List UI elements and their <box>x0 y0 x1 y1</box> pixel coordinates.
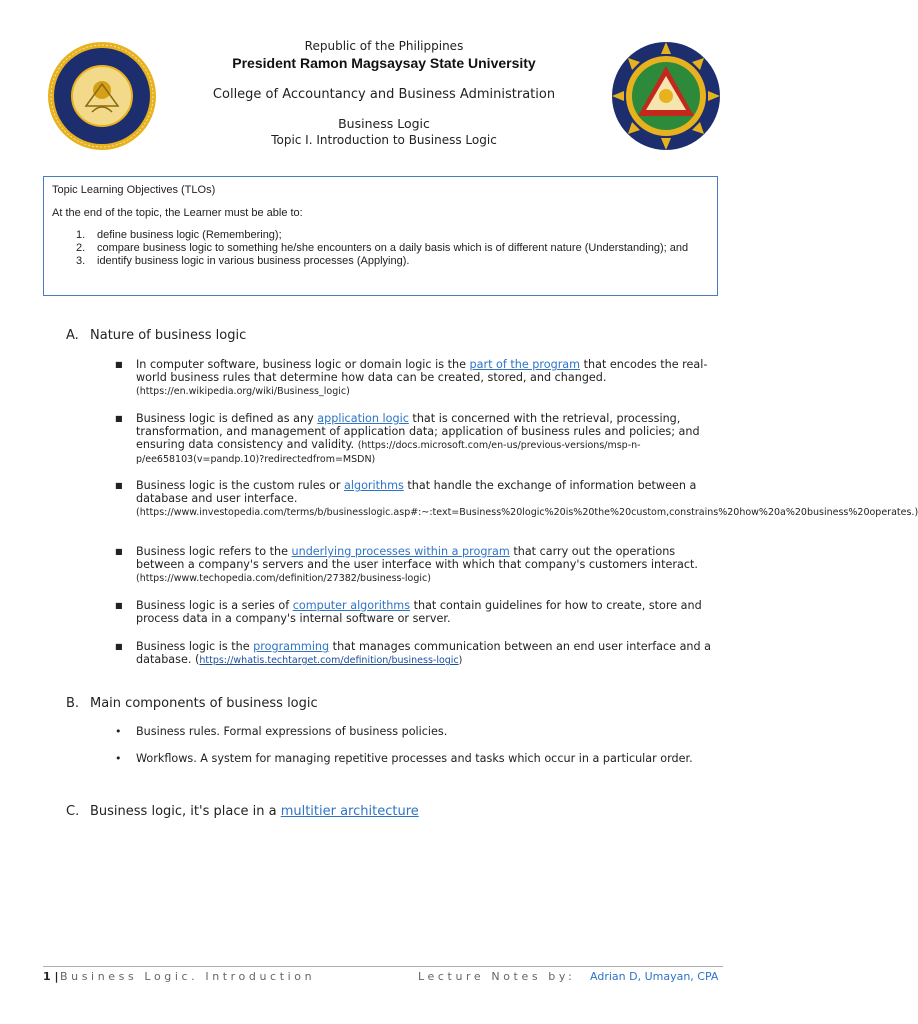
list-item: In computer software, business logic or domain logic is the part of the program that encodes the real-world business rules that determine how data can be created, stored, and changed. (https://en.wikipedia.org/wiki/Business_logic) <box>136 358 708 397</box>
underlying-processes-link[interactable]: underlying processes within a program <box>291 545 510 558</box>
section-a-heading: A. Nature of business logic <box>66 328 247 343</box>
tlo-title: Topic Learning Objectives (TLOs) <box>52 184 216 196</box>
republic-label: Republic of the Philippines <box>304 39 464 53</box>
square-bullet-icon: ■ <box>115 414 123 423</box>
tlo-intro: At the end of the topic, the Learner must be able to: <box>52 207 303 219</box>
round-bullet-icon: • <box>115 725 122 738</box>
application-logic-link[interactable]: application logic <box>317 412 409 425</box>
list-item: Business logic is the custom rules or algorithms that handle the exchange of information between a database and user interface. (https://www.investopedia.com/terms/b/businesslogic.asp#:~:text=Business%20logic%20is%20the%20custom,constrains%20how%20a%20business%20operates.) <box>136 479 918 518</box>
multitier-architecture-link[interactable]: multitier architecture <box>280 804 419 819</box>
square-bullet-icon: ■ <box>115 481 123 490</box>
footer-notes-label: Lecture Notes by: <box>418 970 576 983</box>
list-item: Business logic refers to the underlying processes within a program that carry out the operations between a company's servers and the user interface with which that company's customers interact. (https://www.techopedia.com/definition/27382/business-logic) <box>136 545 698 584</box>
document-header <box>170 38 598 148</box>
list-item: Workflows. A system for managing repetitive processes and tasks which occur in a particular order. <box>136 752 693 765</box>
footer-title: Business Logic. Introduction <box>60 970 316 983</box>
round-bullet-icon: • <box>115 752 122 765</box>
tlo-list <box>52 229 709 268</box>
university-seal-right-logo <box>610 40 722 152</box>
course-title: Business Logic <box>338 116 430 131</box>
square-bullet-icon: ■ <box>115 360 123 369</box>
list-item: Business logic is a series of computer algorithms that contain guidelines for how to create, store and process data in a company's internal software or server. <box>136 599 702 625</box>
square-bullet-icon: ■ <box>115 601 123 610</box>
list-item: Business logic is the programming that manages communication between an end user interface and a database. (https://whatis.techtarget.com/definition/business-logic) <box>136 640 712 666</box>
university-seal-left-logo <box>46 40 158 152</box>
learning-objectives-box <box>43 176 718 296</box>
footer-author: Adrian D, Umayan, CPA <box>590 970 719 983</box>
college-name: College of Accountancy and Business Administration <box>212 87 556 102</box>
list-item: Business logic is defined as any application logic that is concerned with the retrieval, processing, transformation, and management of application data; application of business rules and policies; and ensuring data consistency and validity. (https://docs.microsoft.com/en-us/previous-versions/msp-n-p/ee658103(v=pandp.10)?redirectedfrom=MSDN) <box>136 412 700 465</box>
algorithms-link[interactable]: algorithms <box>344 479 404 492</box>
tlo-item: 1. define business logic (Remembering); <box>76 229 282 241</box>
university-name: President Ramon Magsaysay State University <box>232 55 536 71</box>
footer-divider <box>43 966 723 967</box>
tlo-item: 3. identify business logic in various business processes (Applying). <box>76 255 410 267</box>
part-of-program-link[interactable]: part of the program <box>469 358 581 371</box>
tlo-item: 2. compare business logic to something he/she encounters on a daily basis which is of different nature (Understanding); and <box>76 242 689 254</box>
section-b-heading: B. Main components of business logic <box>66 696 318 711</box>
square-bullet-icon: ■ <box>115 547 123 556</box>
techtarget-link[interactable]: https://whatis.techtarget.com/definition/business-logic <box>199 655 459 666</box>
programming-link[interactable]: programming <box>253 640 330 653</box>
page-number: 1 | <box>43 970 59 983</box>
section-c-heading: C. Business logic, it's place in a multitier architecture <box>66 804 419 819</box>
computer-algorithms-link[interactable]: computer algorithms <box>292 599 411 612</box>
list-item: Business rules. Formal expressions of business policies. <box>136 725 448 738</box>
square-bullet-icon: ■ <box>115 642 123 651</box>
topic-title: Topic I. Introduction to Business Logic <box>271 133 497 147</box>
